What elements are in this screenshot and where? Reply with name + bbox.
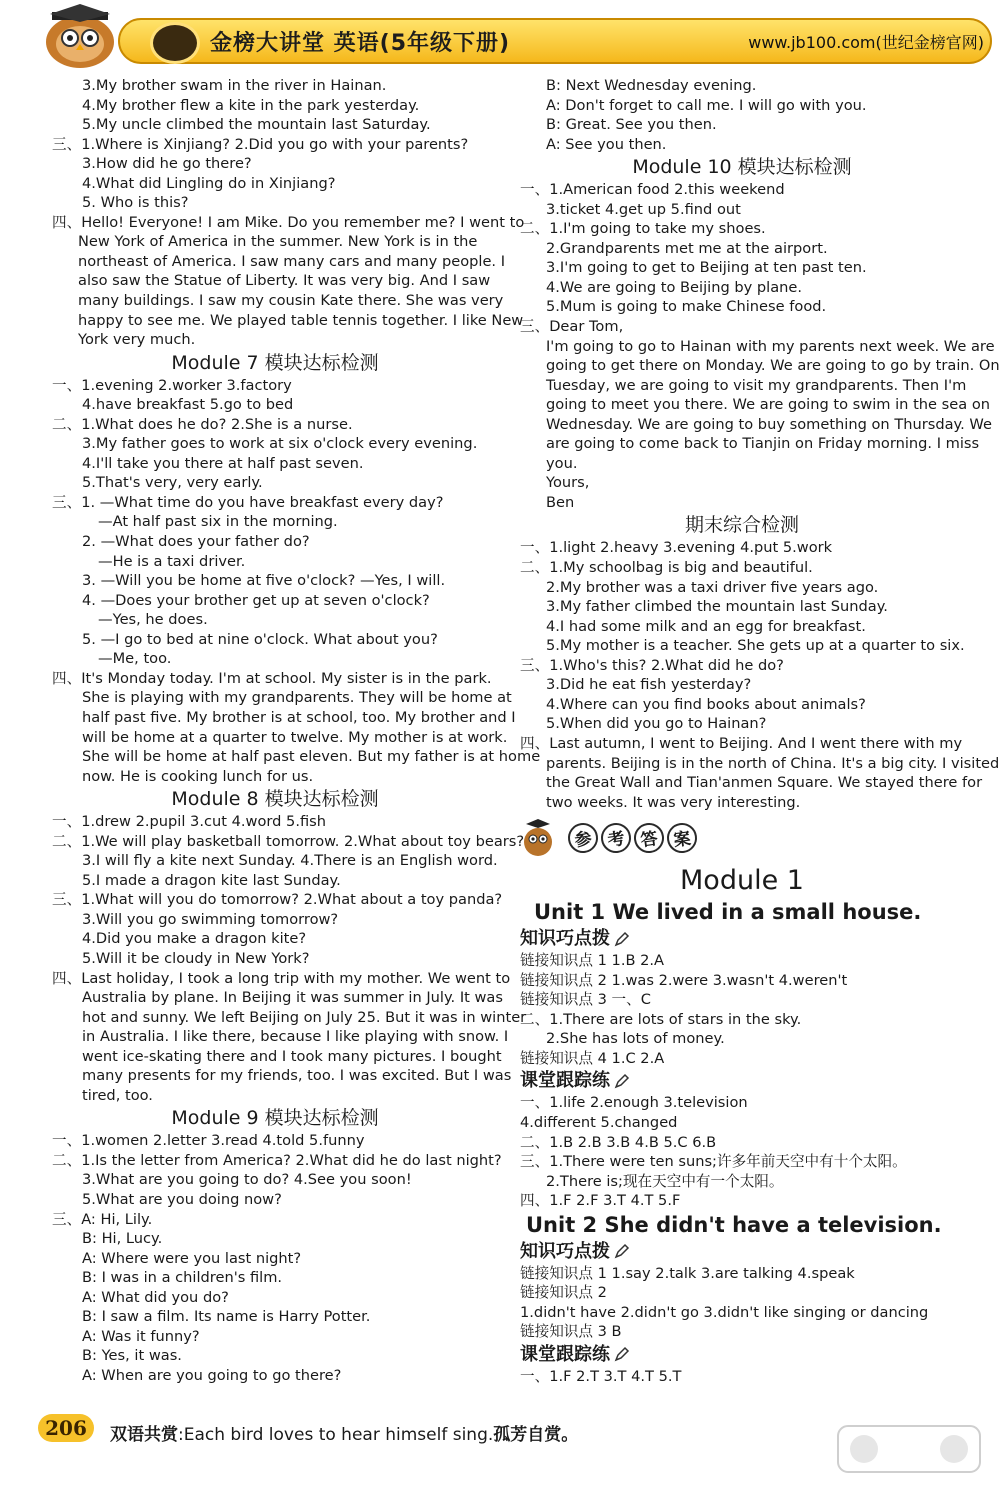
answer-line: going to meet you there. We are going to swim in the sea on (546, 396, 991, 414)
answer-line: Ben (546, 493, 575, 511)
answer-line: B: Next Wednesday evening. (546, 77, 757, 94)
answer-line: 链接知识点 1 1.say 2.talk 3.are talking 4.speak (520, 1264, 855, 1282)
answer-line: 3.Will you go swimming tomorrow? (82, 910, 339, 928)
answer-line: 4.My brother flew a kite in the park yesterday. (82, 96, 420, 114)
answer-line: 5.My uncle climbed the mountain last Saturday. (82, 116, 431, 134)
answer-line: 4.We are going to Beijing by plane. (546, 278, 803, 296)
banner-char: 参 (566, 821, 600, 855)
answer-line: also saw the Statue of Liberty. It was very big. And I saw (78, 272, 491, 290)
answer-line: will be home at a quarter to twelve. My mother is at work. (82, 728, 508, 746)
answer-line: 2. —What does your father do? (82, 533, 310, 551)
module-heading: Module 8 模块达标检测 (171, 788, 379, 811)
answer-line: the Great Wall and Tian'anmen Square. We stayed there for (546, 774, 983, 792)
answer-line: are going to come back to Tianjin on Friday morning. I miss (546, 435, 980, 453)
answer-line: 一、1.light 2.heavy 3.evening 4.put 5.work (520, 539, 833, 557)
module-heading: Module 7 模块达标检测 (171, 351, 379, 374)
answer-line: 三、1. —What time do you have breakfast every day? (52, 493, 444, 511)
website-url: www.jb100.com(世纪金榜官网) (748, 33, 984, 52)
answer-line: 3.I'm going to get to Beijing at ten past ten. (546, 259, 867, 277)
reference-answers-banner (520, 818, 964, 860)
answer-line: 3.My father goes to work at six o'clock every evening. (82, 435, 478, 453)
answer-line: 4.have breakfast 5.go to bed (82, 396, 294, 414)
owl-mascot-icon (30, 4, 126, 70)
answer-line: A: What did you do? (82, 1288, 229, 1306)
banner-char: 考 (599, 821, 633, 855)
answer-line: going to get there on Monday. We are going to go by train. On (546, 357, 1000, 375)
answer-line: now. He is cooking lunch for us. (82, 767, 314, 785)
answer-line: B: I saw a film. Its name is Harry Potter. (82, 1308, 371, 1326)
answer-line: many presents for my friends, too. I was excited. But I was (82, 1067, 512, 1085)
answer-line: 4.I'll take you there at half past seven. (82, 454, 364, 472)
answer-line: in Australia. I like there, because I like playing with snow. I (82, 1028, 509, 1046)
answer-line: 链接知识点 2 (520, 1284, 607, 1302)
banner-char: 案 (665, 821, 699, 855)
banner-char: 答 (632, 821, 666, 855)
module-heading: Module 9 模块达标检测 (171, 1107, 379, 1130)
page-header (0, 0, 1000, 72)
pencil-icon (614, 1243, 630, 1259)
answer-line: 4.What did Lingling do in Xinjiang? (82, 174, 336, 192)
answer-line: 5.When did you go to Hainan? (546, 715, 767, 733)
section-heading: 知识巧点拨 (520, 926, 964, 951)
answer-line: A: Where were you last night? (82, 1249, 302, 1267)
answer-line: 5.Mum is going to make Chinese food. (546, 298, 827, 316)
quote-chinese: 孤芳自赏。 (493, 1425, 579, 1445)
answer-line: 3.What are you going to do? 4.See you soon! (82, 1171, 412, 1189)
answer-line: 一、1.life 2.enough 3.television (520, 1094, 748, 1112)
answer-line: Australia by plane. In Beijing it was summer in July. It was (82, 989, 503, 1007)
answer-line: 3.How did he go there? (82, 155, 252, 173)
answer-line: 5.What are you doing now? (82, 1190, 282, 1208)
unit-title: Unit 2 She didn't have a television. (526, 1212, 942, 1237)
answer-line: 二、1.Is the letter from America? 2.What did he do last night? (52, 1151, 502, 1169)
answer-line: parents. Beijing is in the north of China. It's a big city. I visited (546, 754, 1000, 772)
answer-line: 5. —I go to bed at nine o'clock. What about you? (82, 630, 438, 648)
unit-title: Unit 1 We lived in a small house. (534, 900, 922, 925)
answer-line: 四、It's Monday today. I'm at school. My sister is in the park. (52, 669, 492, 687)
brand-badge-icon (150, 22, 200, 64)
answer-line: happy to see me. We played table tennis together. I like New (78, 311, 524, 329)
answer-line: 四、1.F 2.F 3.T 4.T 5.F (520, 1192, 681, 1210)
answer-line: 4.Did you make a dragon kite? (82, 930, 307, 948)
answer-line: 5. Who is this? (82, 194, 189, 212)
answer-line: 二、1.I'm going to take my shoes. (520, 220, 766, 238)
answer-line: Tuesday, we are going to visit my grandparents. Then I'm (546, 376, 967, 394)
answer-line: 二、1.B 2.B 3.B 4.B 5.C 6.B (520, 1133, 717, 1151)
answer-list (520, 1367, 964, 1387)
answer-line: 4.I had some milk and an egg for breakfast. (546, 617, 866, 635)
answer-line: I'm going to go to Hainan with my parents next week. We are (546, 337, 995, 355)
answer-line: 一、1.American food 2.this weekend (520, 181, 785, 199)
answer-line: 3.My father climbed the mountain last Sunday. (546, 598, 888, 616)
answer-line: 2.Grandparents met me at the airport. (546, 239, 828, 257)
answer-line: B: Great. See you then. (546, 116, 717, 134)
answer-line: She is playing with my grandparents. They will be home at (82, 689, 512, 707)
answer-list (520, 1264, 964, 1342)
answer-line: two weeks. It was very interesting. (546, 793, 801, 811)
book-title: 金榜大讲堂 英语(5年级下册) (210, 31, 511, 56)
answer-line: 2.She has lots of money. (546, 1030, 725, 1048)
answer-line: 4.different 5.changed (520, 1113, 678, 1131)
answer-line: 2.My brother was a taxi driver five years ago. (546, 578, 879, 596)
answer-line: York very much. (78, 331, 196, 349)
answer-line: A: See you then. (546, 135, 667, 153)
answer-line: A: Was it funny? (82, 1327, 200, 1345)
page-number: 206 (38, 1414, 94, 1442)
quote-english: :Each bird loves to hear himself sing. (178, 1425, 494, 1445)
answer-line: 四、Hello! Everyone! I am Mike. Do you remember me? I went to (52, 213, 525, 231)
answer-line: —Me, too. (98, 650, 172, 668)
answer-list (520, 1093, 964, 1210)
answer-line: 三、1.Who's this? 2.What did he do? (520, 656, 784, 674)
answer-line: 5.I made a dragon kite last Sunday. (82, 871, 341, 889)
answer-line: B: Yes, it was. (82, 1347, 182, 1365)
answer-line: 三、1.There were ten suns;许多年前天空中有十个太阳。 (520, 1153, 907, 1171)
answer-line: 一、1.evening 2.worker 3.factory (52, 376, 292, 394)
answer-line: 链接知识点 3 B (520, 1323, 622, 1341)
left-column (52, 76, 541, 1385)
answer-line: 二、1.There are lots of stars in the sky. (520, 1010, 802, 1028)
answer-line: 3.I will fly a kite next Sunday. 4.There is an English word. (82, 852, 498, 870)
page-footer (0, 1408, 1000, 1486)
section-heading: 知识巧点拨 (520, 1239, 964, 1264)
answer-line: B: I was in a children's film. (82, 1269, 283, 1287)
watermark-logo-icon (834, 1418, 984, 1480)
answer-line: 一、1.drew 2.pupil 3.cut 4.word 5.fish (52, 813, 327, 831)
answer-list (520, 951, 964, 1068)
answer-line: —He is a taxi driver. (98, 552, 246, 570)
module-heading: 期末综合检测 (684, 514, 799, 537)
answer-line: went ice-skating there and I took many pictures. I bought (82, 1047, 502, 1065)
answer-line: —At half past six in the morning. (98, 513, 338, 531)
answer-line: B: Hi, Lucy. (82, 1230, 163, 1248)
pencil-icon (614, 1346, 630, 1362)
answer-line: 5.My mother is a teacher. She gets up at a quarter to six. (546, 637, 965, 655)
banner-title (560, 822, 705, 854)
answer-line: 一、1.F 2.T 3.T 4.T 5.T (520, 1367, 682, 1385)
section-heading: 课堂跟踪练 (520, 1068, 964, 1093)
answer-line: 二、1.What does he do? 2.She is a nurse. (52, 415, 353, 433)
answer-line: 链接知识点 1 1.B 2.A (520, 952, 665, 970)
answer-line: 4. —Does your brother get up at seven o'clock? (82, 591, 430, 609)
answer-line: hot and sunny. We left Beijing on July 25. But it was in winter (82, 1008, 527, 1026)
answer-line: 5.That's very, very early. (82, 474, 263, 492)
bilingual-quote (110, 1420, 578, 1445)
answer-line: 三、A: Hi, Lily. (52, 1210, 153, 1228)
pencil-icon (614, 931, 630, 947)
answer-line: 二、1.We will play basketball tomorrow. 2.What about toy bears? (52, 832, 525, 850)
section-heading: 课堂跟踪练 (520, 1342, 964, 1367)
answer-line: 四、Last holiday, I took a long trip with my mother. We went to (52, 969, 511, 987)
answer-line: 1.didn't have 2.didn't go 3.didn't like singing or dancing (520, 1303, 929, 1321)
answer-line: 3.Did he eat fish yesterday? (546, 676, 752, 694)
answer-line: northeast of America. I saw many cars and many people. I (78, 252, 506, 270)
answer-line: half past five. My brother is at school, too. My brother and I (82, 708, 516, 726)
pencil-icon (614, 1073, 630, 1089)
answer-line: Yours, (546, 474, 590, 492)
answer-line: 三、1.What will you do tomorrow? 2.What about a toy panda? (52, 891, 503, 909)
answer-line: 3.ticket 4.get up 5.find out (546, 200, 741, 218)
answer-line: Wednesday. We are going to buy something on Thursday. We (546, 415, 992, 433)
answer-line: 3.My brother swam in the river in Hainan. (82, 77, 387, 94)
answer-line: 三、Dear Tom, (520, 318, 624, 336)
answer-line: tired, too. (82, 1086, 153, 1104)
answer-line: —Yes, he does. (98, 611, 208, 629)
quote-label: 双语共赏 (110, 1425, 178, 1445)
answer-line: 四、Last autumn, I went to Beijing. And I went there with my (520, 734, 963, 752)
answer-line: 链接知识点 4 1.C 2.A (520, 1049, 665, 1067)
answer-line: you. (546, 454, 578, 472)
answer-line: A: When are you going to go there? (82, 1366, 342, 1384)
answer-line: 4.Where can you find books about animals? (546, 695, 866, 713)
answer-line: 链接知识点 3 一、C (520, 991, 651, 1009)
answer-line: New York of America in the summer. New York is in the (78, 233, 478, 251)
right-column (520, 76, 1000, 1386)
answer-line: 链接知识点 2 1.was 2.were 3.wasn't 4.weren't (520, 971, 848, 989)
answer-line: 5.Will it be cloudy in New York? (82, 949, 310, 967)
answer-line: many buildings. I saw my cousin Kate there. She was very (78, 292, 504, 310)
answer-line: 一、1.women 2.letter 3.read 4.told 5.funny (52, 1132, 365, 1150)
module-title: Module 1 (680, 865, 804, 897)
answer-line: 3. —Will you be home at five o'clock? —Yes, I will. (82, 572, 446, 590)
owl-teacher-icon (520, 818, 556, 858)
answer-line: 三、1.Where is Xinjiang? 2.Did you go with your parents? (52, 135, 469, 153)
answer-line: She will be home at half past eleven. But my father is at home (82, 748, 541, 766)
answer-line: 2.There is;现在天空中有一个太阳。 (546, 1172, 784, 1190)
module-heading: Module 10 模块达标检测 (632, 156, 852, 179)
answer-line: 二、1.My schoolbag is big and beautiful. (520, 559, 813, 577)
answer-line: A: Don't forget to call me. I will go with you. (546, 96, 867, 114)
right-column-answers (520, 76, 1000, 812)
